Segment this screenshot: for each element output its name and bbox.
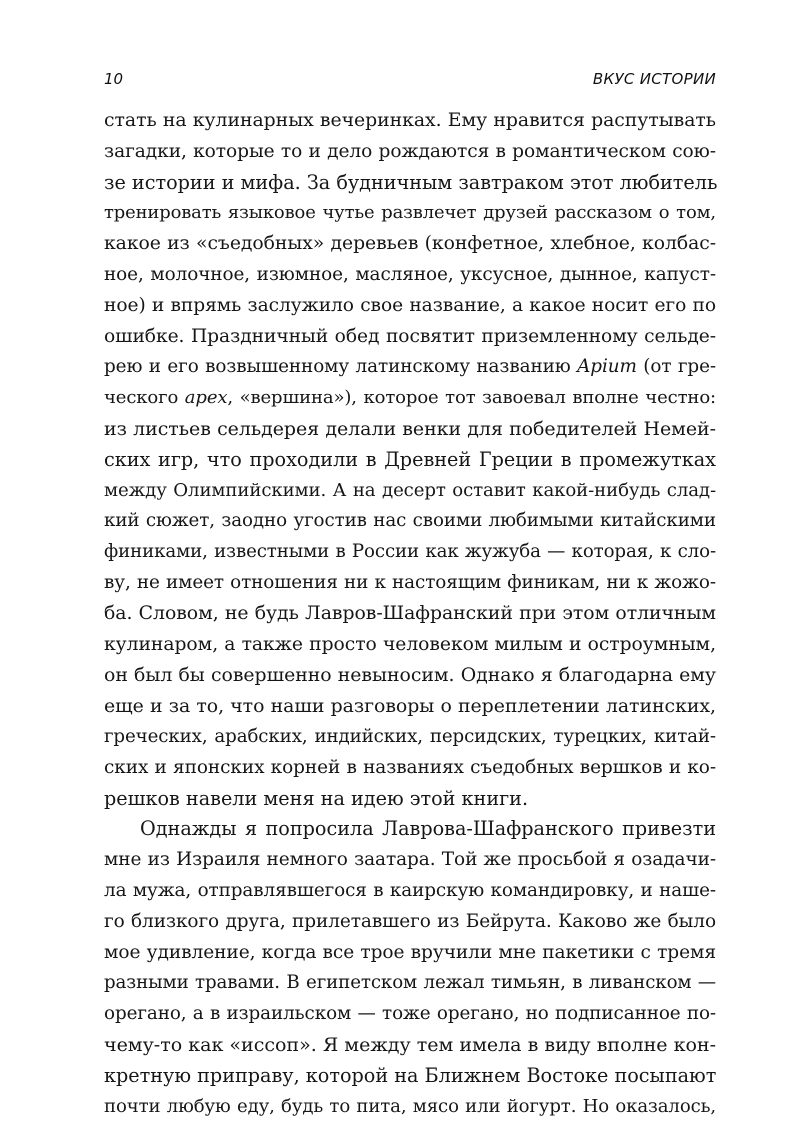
text-line: кулинаром, а также просто человеком милым и остроумным, <box>104 630 716 661</box>
text-line: кий сюжет, заодно угостив нас своими любимыми китайскими <box>104 506 716 537</box>
book-title: ВКУС ИСТОРИИ <box>593 70 716 88</box>
text-segment: (от гре- <box>637 356 716 377</box>
text-line: кретную приправу, которой на Ближнем Востоке посыпают <box>104 1061 716 1092</box>
latin-term: apex <box>185 387 228 408</box>
text-line: загадки, которые то и дело рождаются в романтическом сою- <box>104 137 716 168</box>
text-line: го близкого друга, прилетавшего из Бейрута. Каково же было <box>104 907 716 938</box>
text-line: ба. Словом, не будь Лавров-Шафранский при этом отличным <box>104 599 716 630</box>
text-line: тренировать языковое чутье развлечет друзей рассказом о том, <box>104 198 716 229</box>
text-line: мое удивление, когда все трое вручили мне пакетики с тремя <box>104 938 716 969</box>
text-segment: рею и его возвышенному латинскому названию <box>104 356 571 377</box>
text-line: еще и за то, что наши разговоры о переплетении латинских, <box>104 691 716 722</box>
text-line-mixed <box>104 383 716 414</box>
text-line: ских и японских корней в названиях съедобных вершков и ко- <box>104 753 716 784</box>
text-line: ских игр, что проходили в Древней Греции в промежутках <box>104 445 716 476</box>
text-segment: ческого <box>104 387 178 408</box>
text-line: решков навели меня на идею этой книги. <box>104 784 716 815</box>
text-line: разными травами. В египетском лежал тимьян, в ливанском — <box>104 968 716 999</box>
text-line: мне из Израиля немного заатара. Той же просьбой я озадачи- <box>104 845 716 876</box>
text-line: зе истории и мифа. За будничным завтраком этот любитель <box>104 168 716 199</box>
text-line: ву, не имеет отношения ни к настоящим финикам, ни к жожо- <box>104 568 716 599</box>
text-line: орегано, а в израильском — тоже орегано, но подписанное по- <box>104 999 716 1030</box>
text-line: стать на кулинарных вечеринках. Ему нравится распутывать <box>104 106 716 137</box>
body-text <box>104 106 716 1122</box>
text-line: Однажды я попросила Лаврова-Шафранского привезти <box>104 814 716 845</box>
text-line: греческих, арабских, индийских, персидских, турецких, китай- <box>104 722 716 753</box>
text-line: из листьев сельдерея делали венки для победителей Немей- <box>104 414 716 445</box>
text-line-mixed <box>104 352 716 383</box>
text-line: финиками, известными в России как жужуба — которая, к сло- <box>104 537 716 568</box>
text-line: чему-то как «иссоп». Я между тем имела в виду вполне кон- <box>104 1030 716 1061</box>
page-number: 10 <box>104 70 123 88</box>
text-line: ошибке. Праздничный обед посвятит приземленному сельде- <box>104 322 716 353</box>
text-line: между Олимпийскими. А на десерт оставит какой-нибудь слад- <box>104 476 716 507</box>
text-line: почти любую еду, будь то пита, мясо или йогурт. Но оказалось, <box>104 1092 716 1122</box>
text-line: какое из «съедобных» деревьев (конфетное, хлебное, колбас- <box>104 229 716 260</box>
text-segment: , «вершина»), которое тот завоевал вполне честно: <box>227 387 716 408</box>
text-line: ное) и впрямь заслужило свое название, а какое носит его по <box>104 291 716 322</box>
running-head <box>104 70 716 94</box>
latin-term: Apium <box>577 356 637 377</box>
text-line: он был бы совершенно невыносим. Однако я благодарна ему <box>104 660 716 691</box>
text-line: ла мужа, отправлявшегося в каирскую командировку, и наше- <box>104 876 716 907</box>
text-line: ное, молочное, изюмное, масляное, уксусное, дынное, капуст- <box>104 260 716 291</box>
